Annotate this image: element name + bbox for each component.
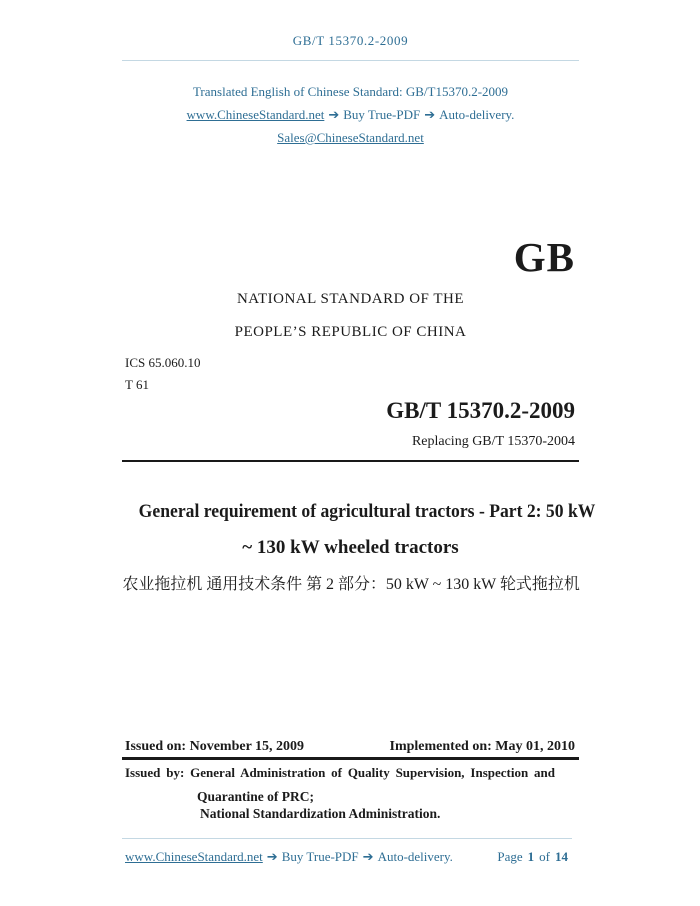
document-title-line2: ~ 130 kW wheeled tractors (242, 537, 459, 558)
ics-code: ICS 65.060.10 (125, 355, 201, 370)
header-doc-code: GB/T 15370.2-2009 (292, 33, 409, 48)
page-number: 1 (527, 849, 535, 864)
header-link-line (122, 108, 579, 124)
issue-dates-row (125, 739, 575, 755)
heading-rule (122, 460, 579, 462)
arrow-icon: ➔ (362, 850, 374, 865)
page-label: Page (497, 849, 523, 864)
national-standard-line1: NATIONAL STANDARD OF THE (236, 291, 465, 307)
buy-pdf-text: Buy True-PDF (343, 107, 421, 122)
auto-delivery-text: Auto-delivery. (377, 849, 453, 864)
auto-delivery-text: Auto-delivery. (439, 107, 515, 122)
sales-email-link[interactable]: Sales@ChineseStandard.net (277, 130, 424, 145)
page-total: 14 (555, 849, 568, 864)
issued-by-line3: National Standardization Administration. (200, 806, 441, 821)
buy-pdf-text: Buy True-PDF (281, 849, 359, 864)
sales-email-line (122, 131, 579, 146)
footer-row (125, 850, 568, 866)
issue-rule (122, 757, 579, 760)
arrow-icon: ➔ (266, 850, 278, 865)
issued-by-line2: Quarantine of PRC; (197, 789, 314, 804)
issued-by-line1: Issued by: General Administration of Quality Supervision, Inspection and (125, 765, 556, 780)
replacing-note: Replacing GB/T 15370-2004 (411, 434, 575, 449)
arrow-icon: ➔ (328, 108, 340, 123)
website-link[interactable]: www.ChineseStandard.net (186, 107, 325, 122)
national-standard-line2: PEOPLE’S REPUBLIC OF CHINA (234, 324, 467, 340)
arrow-icon: ➔ (424, 108, 436, 123)
header-divider (122, 60, 579, 61)
translated-standard-line: Translated English of Chinese Standard: GB/T15370.2-2009 (192, 84, 509, 99)
standard-code-heading: GB/T 15370.2-2009 (386, 398, 575, 423)
website-link[interactable]: www.ChineseStandard.net (125, 849, 263, 864)
page-indicator (497, 850, 568, 866)
footer-link-line (125, 850, 453, 866)
footer-divider (122, 838, 572, 839)
t-classification: T 61 (125, 377, 149, 392)
document-title-chinese: 农业拖拉机 通用技术条件 第 2 部分：50 kW ~ 130 kW 轮式拖拉机 (122, 576, 580, 593)
issued-on-date: Issued on: November 15, 2009 (125, 739, 305, 754)
gb-logo: GB (513, 234, 575, 280)
of-label: of (539, 849, 550, 864)
document-title-line1: General requirement of agricultural tractors - Part 2: 50 kW (138, 501, 596, 522)
implemented-on-date: Implemented on: May 01, 2010 (389, 739, 575, 754)
